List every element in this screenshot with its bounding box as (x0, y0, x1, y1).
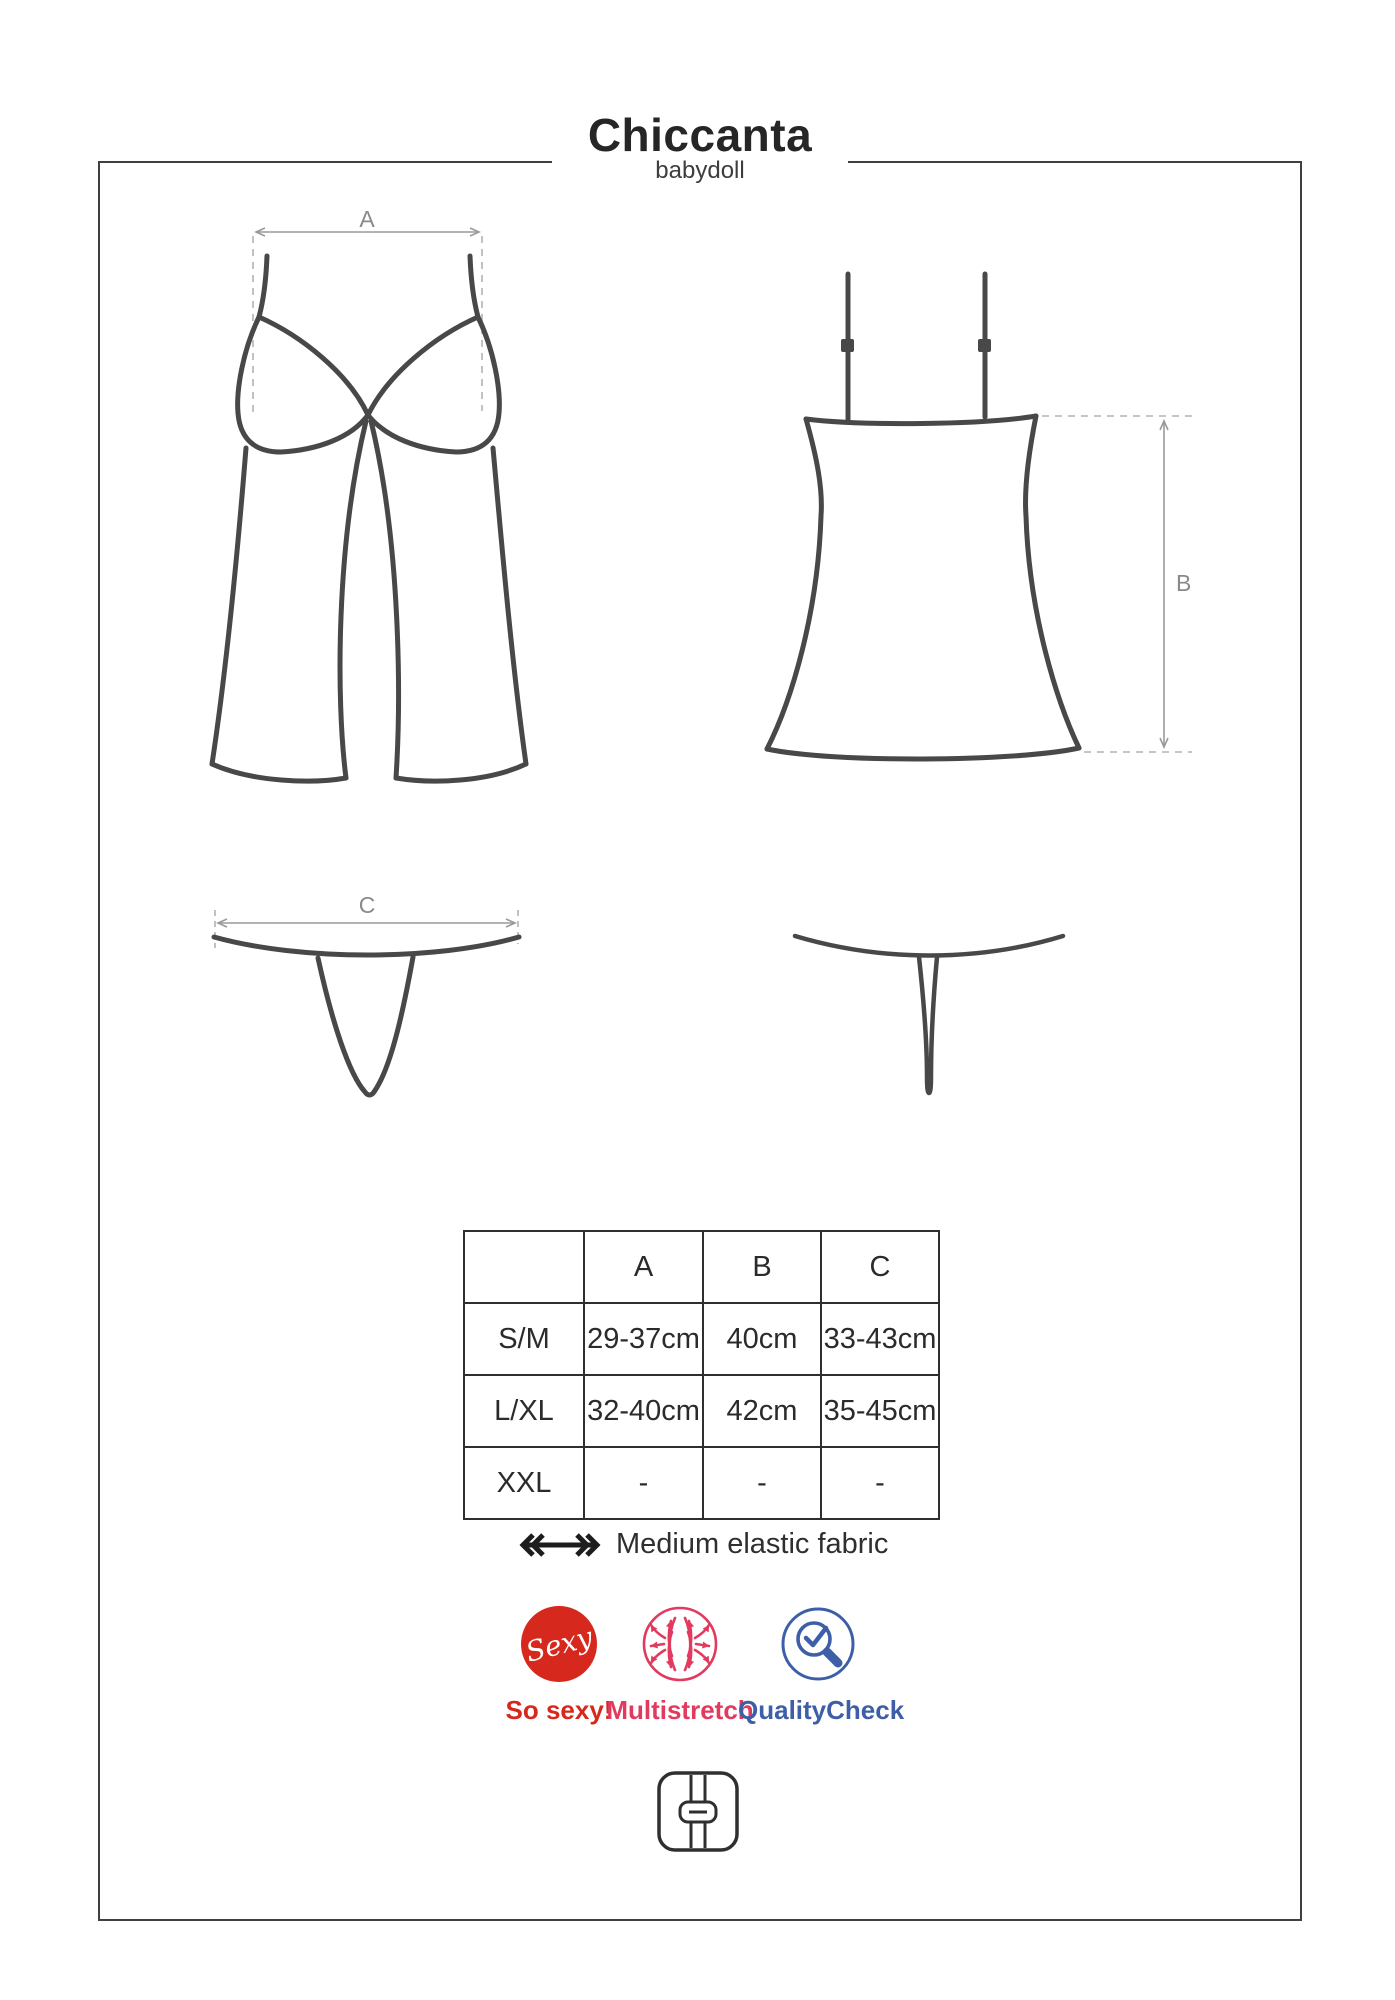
size-table-header-b: B (703, 1231, 821, 1303)
value-b: 42cm (703, 1375, 821, 1447)
badge-label-qualitycheck: QualityCheck (738, 1695, 905, 1725)
brand-care-logo (659, 1773, 737, 1850)
size-label: L/XL (464, 1375, 584, 1447)
value-c: 33-43cm (821, 1303, 939, 1375)
value-a: 32-40cm (584, 1375, 703, 1447)
value-b: - (703, 1447, 821, 1519)
dimension-a (253, 206, 482, 417)
babydoll-front-drawing (212, 256, 526, 781)
value-c: - (821, 1447, 939, 1519)
badge-label-multistretch: Multistretch (606, 1695, 754, 1725)
value-c: 35-45cm (821, 1375, 939, 1447)
table-row (464, 1303, 939, 1375)
fabric-stretch-arrow-icon (516, 1532, 604, 1558)
multistretch-icon (640, 1604, 720, 1684)
sexy-icon (519, 1604, 599, 1684)
value-a: - (584, 1447, 703, 1519)
thong-front-drawing (214, 937, 519, 1095)
sexy-icon-text: Sexy (522, 1620, 596, 1669)
dimension-c-label: C (358, 892, 376, 918)
dimension-c (215, 892, 518, 948)
size-table (463, 1230, 940, 1520)
quality-check-icon (778, 1604, 858, 1684)
table-row (464, 1375, 939, 1447)
title-block (552, 106, 848, 190)
dimension-a-label: A (359, 206, 375, 232)
page-title: Chiccanta (587, 109, 813, 161)
size-label: S/M (464, 1303, 584, 1375)
size-table-header-c: C (821, 1231, 939, 1303)
size-table-header-empty (464, 1231, 584, 1303)
value-b: 40cm (703, 1303, 821, 1375)
badge-qualitycheck (738, 1604, 905, 1726)
size-table-header-a: A (584, 1231, 703, 1303)
table-row (464, 1447, 939, 1519)
babydoll-back-drawing (767, 274, 1079, 759)
dimension-b (1042, 416, 1192, 752)
size-table-header-row (464, 1231, 939, 1303)
size-label: XXL (464, 1447, 584, 1519)
dimension-b-label: B (1176, 570, 1192, 596)
badge-label-so-sexy: So sexy! (505, 1695, 613, 1725)
thong-back-drawing (795, 936, 1063, 1093)
badge-multistretch (600, 1604, 760, 1726)
fabric-note-label: Medium elastic fabric (616, 1528, 889, 1560)
page-subtitle: babydoll (655, 157, 745, 184)
fabric-note (516, 1528, 888, 1561)
value-a: 29-37cm (584, 1303, 703, 1375)
